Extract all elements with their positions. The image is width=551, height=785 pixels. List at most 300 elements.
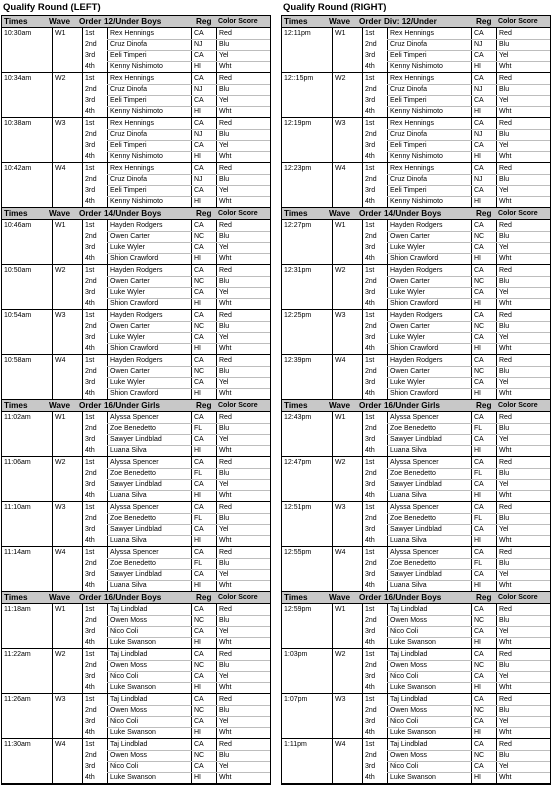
region-cell: CA bbox=[194, 651, 204, 658]
region-cell: CA bbox=[194, 267, 204, 274]
region-cell: CA bbox=[194, 289, 204, 296]
region-cell: CA bbox=[474, 312, 484, 319]
surfer-name: Owen Moss bbox=[110, 662, 147, 669]
region-cell: NC bbox=[194, 662, 205, 669]
region-cell: CA bbox=[474, 334, 484, 341]
jersey-color: Wht bbox=[499, 255, 512, 262]
region-cell: NC bbox=[474, 368, 485, 375]
surfer-name: Taj Lindblad bbox=[110, 606, 148, 613]
jersey-color: Yel bbox=[219, 52, 229, 59]
times-header: Times bbox=[284, 17, 308, 26]
order-cell: 4th bbox=[365, 255, 375, 262]
surfer-name: Taj Lindblad bbox=[110, 651, 148, 658]
surfer-name: Luana Silva bbox=[110, 447, 147, 454]
heat-entry-row bbox=[2, 185, 270, 196]
region-cell: CA bbox=[474, 718, 484, 725]
order-header: Order bbox=[359, 401, 382, 410]
surfer-name: Alyssa Spencer bbox=[110, 504, 159, 511]
division-header-row bbox=[282, 592, 550, 604]
jersey-color: Red bbox=[219, 120, 232, 127]
jersey-color: Red bbox=[499, 30, 512, 37]
surfer-name: Luke Wyler bbox=[110, 244, 145, 251]
jersey-color: Red bbox=[219, 414, 232, 421]
heat-entry-row bbox=[2, 490, 270, 501]
order-cell: 4th bbox=[85, 198, 95, 205]
heat-entry-row bbox=[282, 377, 550, 388]
region-cell: FL bbox=[474, 425, 483, 432]
heat-entry-row bbox=[2, 468, 270, 479]
division-header-row bbox=[2, 16, 270, 28]
order-cell: 3rd bbox=[85, 673, 96, 680]
color-score-header: Color Score bbox=[218, 18, 258, 25]
order-cell: 3rd bbox=[85, 481, 96, 488]
surfer-name: Luke Swanson bbox=[390, 729, 436, 736]
surfer-name: Owen Carter bbox=[390, 278, 430, 285]
surfer-name: Nico Coli bbox=[390, 628, 419, 635]
region-cell: CA bbox=[474, 526, 484, 533]
jersey-color: Red bbox=[219, 459, 232, 466]
division-label: 14/Under Boys bbox=[104, 209, 162, 218]
order-cell: 2nd bbox=[365, 617, 377, 624]
surfer-name: Eeli Timperi bbox=[110, 142, 147, 149]
surfer-name: Eeli Timperi bbox=[390, 52, 427, 59]
order-cell: 2nd bbox=[85, 278, 97, 285]
heat-entry-row bbox=[2, 61, 270, 72]
order-cell: 2nd bbox=[85, 41, 97, 48]
surfer-name: Shion Crawford bbox=[390, 255, 439, 262]
jersey-color: Yel bbox=[499, 289, 509, 296]
jersey-color: Yel bbox=[499, 142, 509, 149]
order-cell: 4th bbox=[365, 108, 375, 115]
order-cell: 1st bbox=[365, 504, 375, 511]
left-schedule bbox=[1, 0, 271, 785]
surfer-name: Luke Wyler bbox=[390, 244, 425, 251]
surfer-name: Luke Swanson bbox=[110, 774, 156, 781]
heat-entry-row bbox=[2, 615, 270, 626]
heat-entry-row bbox=[282, 649, 550, 660]
order-cell: 4th bbox=[85, 300, 95, 307]
heat-entry-row bbox=[2, 524, 270, 535]
region-cell: HI bbox=[194, 729, 201, 736]
heat-time: 11:06am bbox=[4, 459, 31, 466]
heat-group bbox=[2, 457, 270, 502]
surfer-name: Hayden Rodgers bbox=[110, 312, 163, 319]
surfer-name: Owen Moss bbox=[390, 752, 427, 759]
heat-entry-row bbox=[282, 253, 550, 264]
jersey-color: Yel bbox=[499, 526, 509, 533]
region-cell: NJ bbox=[474, 176, 483, 183]
surfer-name: Shion Crawford bbox=[390, 345, 439, 352]
order-cell: 3rd bbox=[365, 571, 376, 578]
heat-entry-row bbox=[282, 321, 550, 332]
jersey-color: Wht bbox=[499, 639, 512, 646]
order-cell: 1st bbox=[365, 75, 375, 82]
heat-group bbox=[2, 649, 270, 694]
jersey-color: Red bbox=[499, 165, 512, 172]
round-title: Qualify Round (LEFT) bbox=[3, 2, 101, 13]
heat-group bbox=[282, 118, 550, 163]
heat-entry-row bbox=[2, 388, 270, 399]
jersey-color: Wht bbox=[219, 198, 232, 205]
order-cell: 3rd bbox=[85, 526, 96, 533]
heat-group bbox=[2, 310, 270, 355]
heat-entry-row bbox=[282, 61, 550, 72]
order-cell: 2nd bbox=[365, 470, 377, 477]
region-cell: FL bbox=[474, 515, 483, 522]
heat-entry-row bbox=[282, 298, 550, 309]
heat-entry-row bbox=[282, 615, 550, 626]
reg-header: Reg bbox=[196, 17, 212, 26]
surfer-name: Rex Hennings bbox=[390, 75, 434, 82]
region-cell: HI bbox=[474, 729, 481, 736]
times-header: Times bbox=[284, 401, 308, 410]
heat-entry-row bbox=[2, 84, 270, 95]
heat-entry-row bbox=[282, 265, 550, 276]
heat-time: 10:58am bbox=[4, 357, 32, 364]
division-label: Div: 12/Under bbox=[384, 17, 437, 26]
region-cell: NC bbox=[474, 662, 485, 669]
region-cell: CA bbox=[194, 481, 204, 488]
heat-entry-row bbox=[2, 569, 270, 580]
order-header: Order bbox=[79, 209, 102, 218]
region-cell: CA bbox=[194, 30, 204, 37]
heat-group bbox=[2, 694, 270, 739]
surfer-name: Rex Hennings bbox=[110, 165, 154, 172]
jersey-color: Wht bbox=[499, 582, 512, 589]
region-cell: NJ bbox=[474, 86, 483, 93]
division-label: 14/Under Boys bbox=[384, 209, 442, 218]
schedule-grid bbox=[1, 15, 271, 785]
surfer-name: Cruz Dinofa bbox=[390, 131, 427, 138]
region-cell: CA bbox=[194, 334, 204, 341]
wave-number: W4 bbox=[55, 357, 66, 364]
region-cell: HI bbox=[194, 108, 201, 115]
order-cell: 1st bbox=[85, 414, 95, 421]
wave-number: W3 bbox=[335, 312, 346, 319]
heat-entry-row bbox=[282, 332, 550, 343]
jersey-color: Blu bbox=[219, 233, 230, 240]
heat-group bbox=[282, 457, 550, 502]
jersey-color: Red bbox=[219, 696, 232, 703]
surfer-name: Rex Hennings bbox=[110, 120, 154, 127]
region-cell: HI bbox=[474, 255, 481, 262]
surfer-name: Nico Coli bbox=[110, 673, 139, 680]
color-score-header: Color Score bbox=[498, 210, 538, 217]
reg-header: Reg bbox=[196, 401, 212, 410]
region-cell: HI bbox=[474, 537, 481, 544]
order-cell: 1st bbox=[365, 30, 375, 37]
region-cell: NC bbox=[194, 233, 205, 240]
region-cell: HI bbox=[194, 684, 201, 691]
order-cell: 1st bbox=[365, 165, 375, 172]
heat-entry-row bbox=[2, 355, 270, 366]
region-cell: CA bbox=[474, 504, 484, 511]
region-cell: NC bbox=[194, 752, 205, 759]
surfer-name: Luke Swanson bbox=[110, 639, 156, 646]
heat-time: 12:31pm bbox=[284, 267, 312, 274]
order-cell: 3rd bbox=[365, 334, 376, 341]
surfer-name: Shion Crawford bbox=[110, 345, 159, 352]
heat-entry-row bbox=[282, 479, 550, 490]
order-cell: 2nd bbox=[85, 662, 97, 669]
region-cell: NC bbox=[194, 278, 205, 285]
jersey-color: Red bbox=[219, 267, 232, 274]
surfer-name: Zoe Benedetto bbox=[110, 515, 156, 522]
jersey-color: Wht bbox=[219, 255, 232, 262]
region-cell: CA bbox=[194, 379, 204, 386]
order-cell: 3rd bbox=[365, 673, 376, 680]
order-cell: 4th bbox=[85, 63, 95, 70]
jersey-color: Yel bbox=[499, 97, 509, 104]
heat-group bbox=[2, 220, 270, 265]
heat-entry-row bbox=[2, 412, 270, 423]
jersey-color: Yel bbox=[499, 244, 509, 251]
jersey-color: Yel bbox=[219, 142, 229, 149]
heat-entry-row bbox=[282, 73, 550, 84]
heat-time: 11:30am bbox=[4, 741, 31, 748]
order-cell: 1st bbox=[85, 696, 95, 703]
order-cell: 2nd bbox=[85, 131, 97, 138]
region-cell: FL bbox=[194, 560, 203, 567]
region-cell: NJ bbox=[194, 86, 203, 93]
heat-entry-row bbox=[2, 535, 270, 546]
jersey-color: Red bbox=[219, 741, 232, 748]
jersey-color: Yel bbox=[499, 673, 509, 680]
surfer-name: Alyssa Spencer bbox=[110, 459, 159, 466]
order-cell: 3rd bbox=[85, 718, 96, 725]
surfer-name: Luana Silva bbox=[110, 582, 147, 589]
surfer-name: Luke Wyler bbox=[390, 334, 425, 341]
surfer-name: Zoe Benedetto bbox=[390, 470, 436, 477]
heat-group bbox=[2, 265, 270, 310]
times-header: Times bbox=[284, 209, 308, 218]
surfer-name: Owen Carter bbox=[390, 323, 430, 330]
order-cell: 3rd bbox=[85, 763, 96, 770]
heat-entry-row bbox=[282, 490, 550, 501]
heat-entry-row bbox=[2, 95, 270, 106]
heat-group bbox=[2, 163, 270, 208]
jersey-color: Red bbox=[499, 651, 512, 658]
heat-group bbox=[282, 649, 550, 694]
region-cell: CA bbox=[474, 481, 484, 488]
wave-number: W2 bbox=[55, 267, 66, 274]
surfer-name: Shion Crawford bbox=[110, 255, 159, 262]
region-cell: CA bbox=[474, 52, 484, 59]
jersey-color: Red bbox=[499, 549, 512, 556]
jersey-color: Wht bbox=[219, 492, 232, 499]
heat-entry-row bbox=[2, 604, 270, 615]
order-cell: 3rd bbox=[365, 289, 376, 296]
surfer-name: Owen Carter bbox=[110, 233, 150, 240]
order-cell: 1st bbox=[85, 75, 95, 82]
color-score-header: Color Score bbox=[218, 210, 258, 217]
jersey-color: Blu bbox=[219, 41, 230, 48]
heat-time: 10:30am bbox=[4, 30, 32, 37]
order-cell: 3rd bbox=[365, 436, 376, 443]
order-cell: 3rd bbox=[365, 718, 376, 725]
heat-time: 10:34am bbox=[4, 75, 32, 82]
wave-number: W2 bbox=[55, 75, 66, 82]
surfer-name: Sawyer Lindblad bbox=[110, 436, 162, 443]
wave-header: Wave bbox=[329, 17, 351, 26]
order-cell: 1st bbox=[365, 312, 375, 319]
heat-entry-row bbox=[282, 163, 550, 174]
surfer-name: Luana Silva bbox=[390, 447, 427, 454]
order-cell: 4th bbox=[365, 390, 375, 397]
order-cell: 3rd bbox=[85, 142, 96, 149]
jersey-color: Wht bbox=[499, 345, 512, 352]
jersey-color: Blu bbox=[219, 752, 230, 759]
heat-group bbox=[2, 739, 270, 784]
order-cell: 2nd bbox=[85, 515, 97, 522]
heat-entry-row bbox=[2, 649, 270, 660]
region-cell: CA bbox=[194, 187, 204, 194]
wave-number: W1 bbox=[335, 606, 346, 613]
surfer-name: Hayden Rodgers bbox=[390, 222, 443, 229]
division-header-row bbox=[2, 592, 270, 604]
surfer-name: Nico Coli bbox=[390, 763, 419, 770]
surfer-name: Rex Hennings bbox=[110, 30, 154, 37]
order-cell: 1st bbox=[85, 30, 95, 37]
wave-number: W1 bbox=[335, 30, 346, 37]
heat-group bbox=[282, 355, 550, 400]
order-header: Order bbox=[79, 401, 102, 410]
jersey-color: Yel bbox=[219, 718, 229, 725]
heat-time: 1:11pm bbox=[284, 741, 307, 748]
region-cell: CA bbox=[474, 142, 484, 149]
heat-entry-row bbox=[282, 140, 550, 151]
wave-number: W3 bbox=[55, 120, 66, 127]
right-schedule bbox=[281, 0, 551, 785]
region-cell: NJ bbox=[194, 176, 203, 183]
order-cell: 3rd bbox=[85, 628, 96, 635]
heat-time: 11:14am bbox=[4, 549, 31, 556]
region-cell: HI bbox=[194, 300, 201, 307]
region-cell: FL bbox=[194, 515, 203, 522]
heat-entry-row bbox=[282, 547, 550, 558]
order-cell: 1st bbox=[85, 165, 95, 172]
order-cell: 1st bbox=[85, 459, 95, 466]
order-cell: 2nd bbox=[85, 560, 97, 567]
region-cell: FL bbox=[474, 470, 483, 477]
region-cell: NC bbox=[474, 278, 485, 285]
jersey-color: Yel bbox=[219, 526, 229, 533]
order-cell: 3rd bbox=[365, 97, 376, 104]
order-cell: 1st bbox=[85, 312, 95, 319]
jersey-color: Blu bbox=[219, 425, 230, 432]
surfer-name: Zoe Benedetto bbox=[110, 470, 156, 477]
division-label: 16/Under Girls bbox=[104, 401, 160, 410]
region-cell: HI bbox=[474, 108, 481, 115]
heat-entry-row bbox=[2, 445, 270, 456]
heat-entry-row bbox=[2, 682, 270, 693]
surfer-name: Sawyer Lindblad bbox=[390, 526, 442, 533]
jersey-color: Red bbox=[219, 651, 232, 658]
region-cell: CA bbox=[194, 696, 204, 703]
jersey-color: Wht bbox=[219, 639, 232, 646]
order-cell: 3rd bbox=[85, 187, 96, 194]
jersey-color: Red bbox=[219, 606, 232, 613]
surfer-name: Shion Crawford bbox=[110, 300, 159, 307]
region-cell: CA bbox=[474, 222, 484, 229]
jersey-color: Yel bbox=[499, 379, 509, 386]
surfer-name: Kenny Nishimoto bbox=[390, 198, 443, 205]
region-cell: HI bbox=[194, 582, 201, 589]
heat-entry-row bbox=[2, 343, 270, 354]
jersey-color: Yel bbox=[499, 571, 509, 578]
order-cell: 4th bbox=[85, 639, 95, 646]
wave-number: W2 bbox=[335, 75, 346, 82]
order-cell: 4th bbox=[85, 390, 95, 397]
region-cell: NC bbox=[194, 368, 205, 375]
order-cell: 3rd bbox=[85, 571, 96, 578]
reg-header: Reg bbox=[476, 401, 492, 410]
jersey-color: Wht bbox=[499, 537, 512, 544]
times-header: Times bbox=[4, 593, 28, 602]
heat-entry-row bbox=[2, 705, 270, 716]
jersey-color: Blu bbox=[219, 86, 230, 93]
region-cell: CA bbox=[474, 289, 484, 296]
heat-entry-row bbox=[2, 231, 270, 242]
heat-group bbox=[2, 73, 270, 118]
region-cell: CA bbox=[194, 673, 204, 680]
jersey-color: Wht bbox=[219, 345, 232, 352]
jersey-color: Yel bbox=[219, 763, 229, 770]
jersey-color: Wht bbox=[499, 447, 512, 454]
region-cell: CA bbox=[474, 459, 484, 466]
order-cell: 4th bbox=[85, 492, 95, 499]
reg-header: Reg bbox=[476, 209, 492, 218]
region-cell: HI bbox=[194, 198, 201, 205]
order-cell: 1st bbox=[365, 414, 375, 421]
order-cell: 2nd bbox=[365, 425, 377, 432]
surfer-name: Zoe Benedetto bbox=[390, 515, 436, 522]
wave-number: W1 bbox=[335, 222, 346, 229]
jersey-color: Blu bbox=[499, 323, 510, 330]
region-cell: CA bbox=[194, 628, 204, 635]
heat-group bbox=[282, 28, 550, 73]
jersey-color: Blu bbox=[499, 176, 510, 183]
heat-group bbox=[282, 739, 550, 784]
surfer-name: Sawyer Lindblad bbox=[390, 571, 442, 578]
division-label: 12/Under Boys bbox=[104, 17, 162, 26]
heat-time: 11:02am bbox=[4, 414, 31, 421]
surfer-name: Eeli Timperi bbox=[390, 187, 427, 194]
region-cell: HI bbox=[194, 255, 201, 262]
order-cell: 1st bbox=[365, 606, 375, 613]
region-cell: CA bbox=[194, 763, 204, 770]
heat-time: 12:55pm bbox=[284, 549, 312, 556]
order-header: Order bbox=[79, 593, 102, 602]
jersey-color: Wht bbox=[499, 153, 512, 160]
surfer-name: Hayden Rodgers bbox=[390, 357, 443, 364]
order-cell: 2nd bbox=[85, 425, 97, 432]
region-cell: HI bbox=[474, 300, 481, 307]
heat-entry-row bbox=[282, 276, 550, 287]
wave-number: W1 bbox=[55, 606, 66, 613]
region-cell: CA bbox=[474, 414, 484, 421]
heat-time: 12::15pm bbox=[284, 75, 314, 82]
color-score-header: Color Score bbox=[498, 18, 538, 25]
jersey-color: Blu bbox=[219, 707, 230, 714]
order-cell: 2nd bbox=[85, 233, 97, 240]
jersey-color: Red bbox=[499, 75, 512, 82]
region-cell: CA bbox=[194, 459, 204, 466]
heat-time: 10:38am bbox=[4, 120, 32, 127]
surfer-name: Luana Silva bbox=[110, 537, 147, 544]
jersey-color: Blu bbox=[219, 323, 230, 330]
region-cell: CA bbox=[194, 244, 204, 251]
